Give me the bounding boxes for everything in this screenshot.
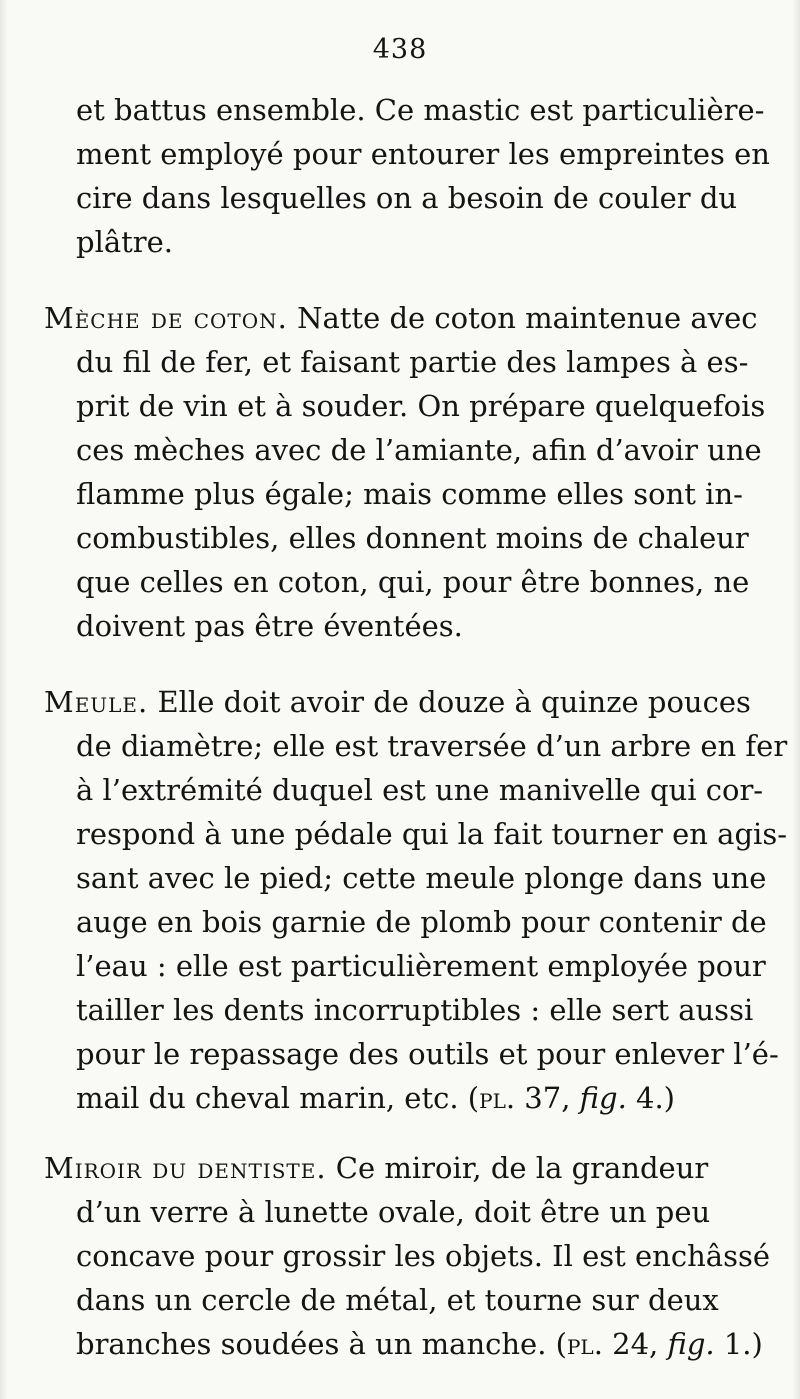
text-line: respond à une pédale qui la fait tourner en agis-	[76, 817, 787, 851]
text-fragment: branches soudées à un manche. (	[76, 1327, 567, 1361]
text-line: du fil de fer, et faisant partie des lampes à es-	[76, 345, 749, 379]
text-line: ment employé pour entourer les empreintes en	[76, 137, 770, 171]
dictionary-entry-first-line	[44, 296, 757, 340]
plate-reference: pl.	[479, 1081, 516, 1115]
text-line: et battus ensemble. Ce mastic est particulière-	[76, 93, 765, 127]
text-line: prit de vin et à souder. On prépare quelquefois	[76, 389, 766, 423]
text-line: tailler les dents incorruptibles : elle sert aussi	[76, 993, 754, 1027]
text-fragment: 24,	[602, 1327, 668, 1361]
page-edge-shadow-left	[0, 0, 8, 1399]
text-line	[76, 1076, 675, 1120]
dictionary-entry-first-line	[44, 1146, 708, 1190]
text-line: doivent pas être éventées.	[76, 609, 463, 643]
text-line: ces mèches avec de l’amiante, afin d’avoir une	[76, 433, 762, 467]
entry-headword: Miroir du dentiste.	[44, 1151, 327, 1185]
text-line: pour le repassage des outils et pour enlever l’é-	[76, 1037, 779, 1071]
text-fragment: 1.)	[714, 1327, 763, 1361]
text-line: auge en bois garnie de plomb pour contenir de	[76, 905, 767, 939]
entry-headword: Meule.	[44, 685, 149, 719]
text-fragment: mail du cheval marin, etc. (	[76, 1081, 480, 1115]
text-line: combustibles, elles donnent moins de chaleur	[76, 521, 749, 555]
entry-text: Ce miroir, de la grandeur	[326, 1151, 709, 1185]
text-line: plâtre.	[76, 225, 174, 259]
plate-reference: pl.	[566, 1327, 603, 1361]
text-line: cire dans lesquelles on a besoin de couler du	[76, 181, 738, 215]
text-line: flamme plus égale; mais comme elles sont in-	[76, 477, 743, 511]
entry-text: Natte de coton maintenue avec	[287, 301, 758, 335]
figure-reference: fig.	[667, 1327, 715, 1361]
page-number: 438	[372, 34, 428, 65]
text-fragment: 37,	[515, 1081, 580, 1115]
text-line: l’eau : elle est particulièrement employée pour	[76, 949, 766, 983]
text-line: de diamètre; elle est traversée d’un arbre en fer	[76, 729, 788, 763]
text-line	[76, 1322, 763, 1366]
dictionary-entry-first-line	[44, 680, 751, 724]
figure-reference: fig.	[579, 1081, 627, 1115]
text-fragment: 4.)	[626, 1081, 675, 1115]
entry-text: Elle doit avoir de douze à quinze pouces	[148, 685, 751, 719]
page-edge-shadow-right	[792, 0, 800, 1399]
text-line: d’un verre à lunette ovale, doit être un peu	[76, 1195, 711, 1229]
text-line: que celles en coton, qui, pour être bonnes, ne	[76, 565, 750, 599]
text-line: dans un cercle de métal, et tourne sur deux	[76, 1283, 719, 1317]
text-line: à l’extrémité duquel est une manivelle qui cor-	[76, 773, 764, 807]
text-line: sant avec le pied; cette meule plonge dans une	[76, 861, 767, 895]
entry-headword: Mèche de coton.	[44, 301, 288, 335]
text-line: concave pour grossir les objets. Il est enchâssé	[76, 1239, 770, 1273]
